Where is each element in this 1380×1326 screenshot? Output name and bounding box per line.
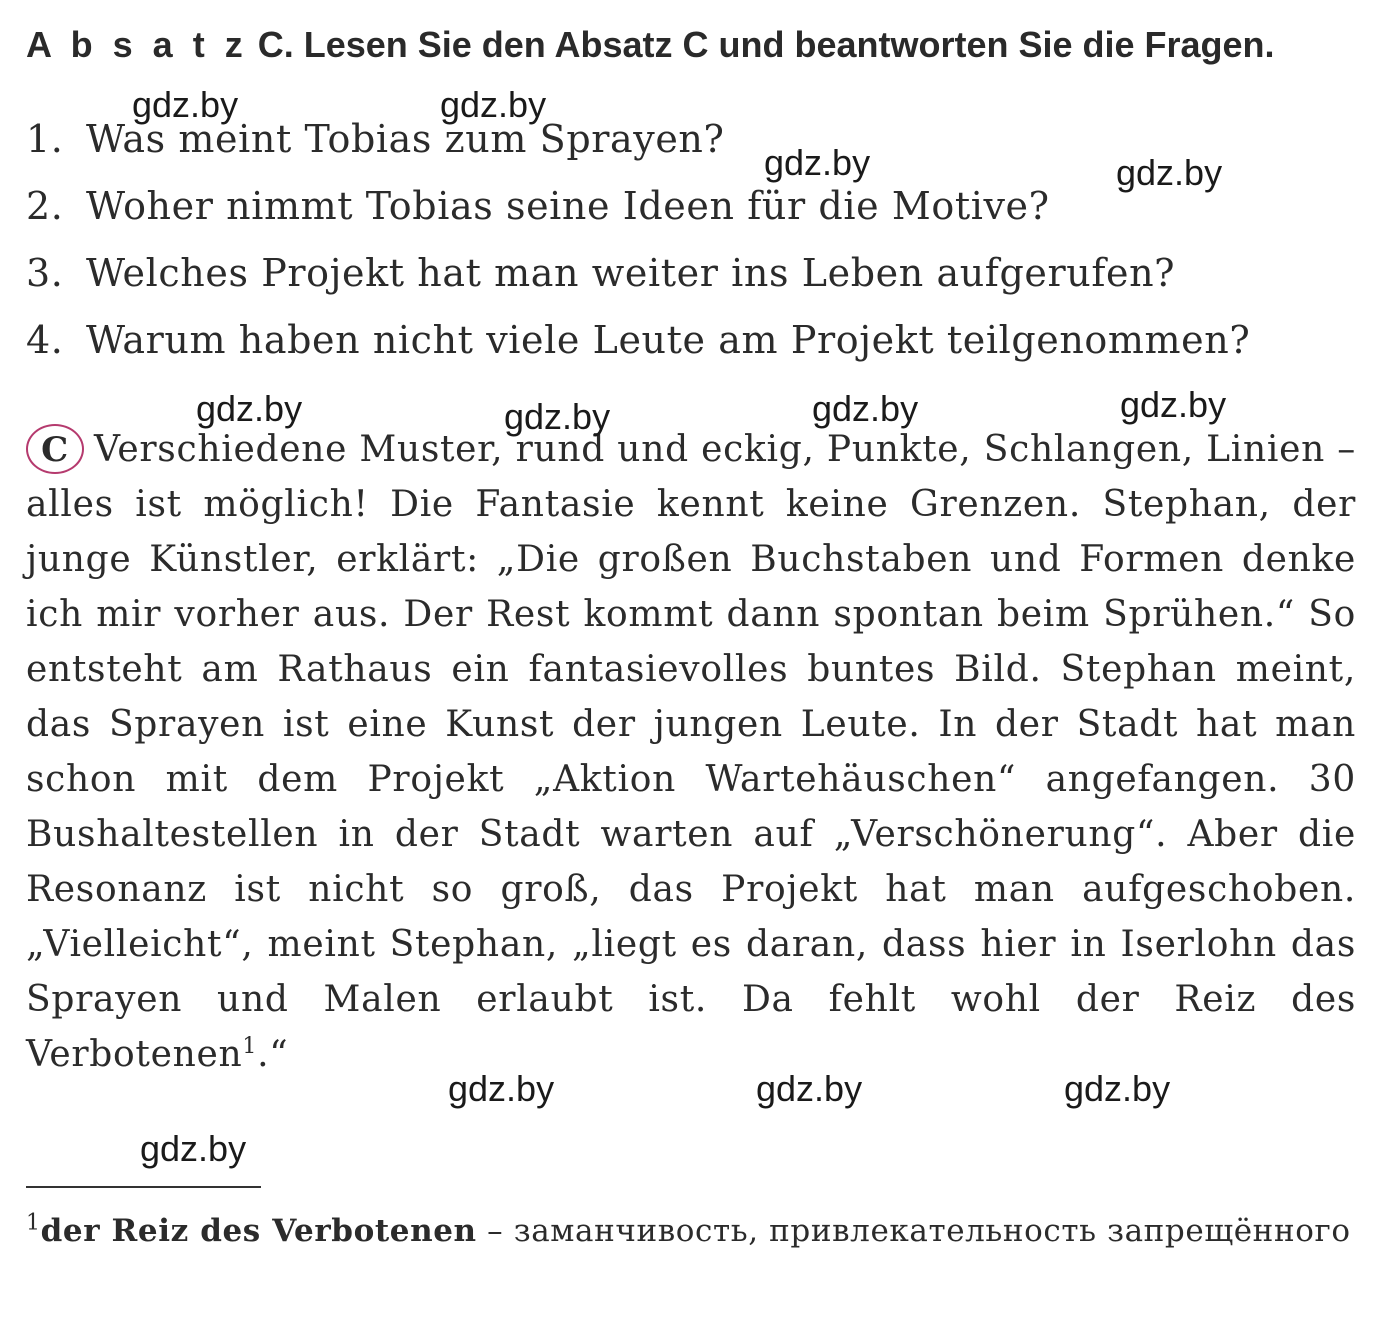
question-item <box>26 307 1250 374</box>
exercise-heading <box>26 24 1275 66</box>
heading-label: A b s a t z <box>26 24 248 65</box>
watermark: gdz.by <box>504 396 611 437</box>
question-text: Was meint Tobias zum Sprayen? <box>86 117 725 161</box>
paragraph-marker: C <box>26 424 84 474</box>
watermark: gdz.by <box>756 1068 863 1109</box>
paragraph-text-end: .“ <box>257 1034 289 1075</box>
watermark: gdz.by <box>1064 1068 1171 1109</box>
paragraph-text: Verschiedene Muster, rund und eckig, Punkte, Schlangen, Linien – alles ist möglich! Die Fantasie kennt keine Grenzen. Stephan, der junge Künstler, erklärt: „Die großen Buchstaben und Formen denke ich mir vorher aus. Der Rest kommt dann spontan beim Sprühen.“ So entsteht am Rathaus ein fantasievolles buntes Bild. Stephan meint, das Sprayen ist eine Kunst der jungen Leute. In der Stadt hat man schon mit dem Projekt „Aktion Wartehäuschen“ angefangen. 30 Bushaltestellen in der Stadt warten auf „Verschönerung“. Aber die Resonanz ist nicht so groß, das Projekt hat man aufgeschoben. „Vielleicht“, meint Stephan, „liegt es daran, dass hier in Iserlohn das Sprayen und Malen erlaubt ist. Da fehlt wohl der Reiz des Verbotenen <box>26 429 1356 1075</box>
heading-text: C. Lesen Sie den Absatz C und beantworten Sie die Fragen. <box>247 24 1275 65</box>
footnote-divider <box>26 1186 261 1188</box>
footnote-term: der Reiz des Verbotenen <box>40 1213 477 1249</box>
reading-paragraph <box>26 422 1356 1082</box>
question-item <box>26 173 1250 240</box>
question-text: Warum haben nicht viele Leute am Projekt teilgenommen? <box>86 318 1251 362</box>
question-text: Woher nimmt Tobias seine Ideen für die Motive? <box>86 184 1050 228</box>
question-list <box>26 106 1250 374</box>
question-number: 1. <box>26 117 64 161</box>
footnote-definition: – заманчивость, привлекательность запрещённого <box>476 1213 1351 1249</box>
question-number: 3. <box>26 251 64 295</box>
footnote-reference: 1 <box>242 1034 258 1059</box>
footnote <box>26 1206 1356 1256</box>
watermark: gdz.by <box>132 84 239 125</box>
watermark: gdz.by <box>1120 384 1227 425</box>
question-item <box>26 240 1250 307</box>
footnote-number: 1 <box>26 1210 41 1236</box>
watermark: gdz.by <box>1116 152 1223 193</box>
question-number: 4. <box>26 318 64 362</box>
watermark: gdz.by <box>764 142 871 183</box>
watermark: gdz.by <box>440 84 547 125</box>
watermark: gdz.by <box>448 1068 555 1109</box>
watermark: gdz.by <box>196 388 303 429</box>
watermark: gdz.by <box>140 1128 247 1169</box>
watermark: gdz.by <box>812 388 919 429</box>
question-text: Welches Projekt hat man weiter ins Leben aufgerufen? <box>86 251 1176 295</box>
question-number: 2. <box>26 184 64 228</box>
